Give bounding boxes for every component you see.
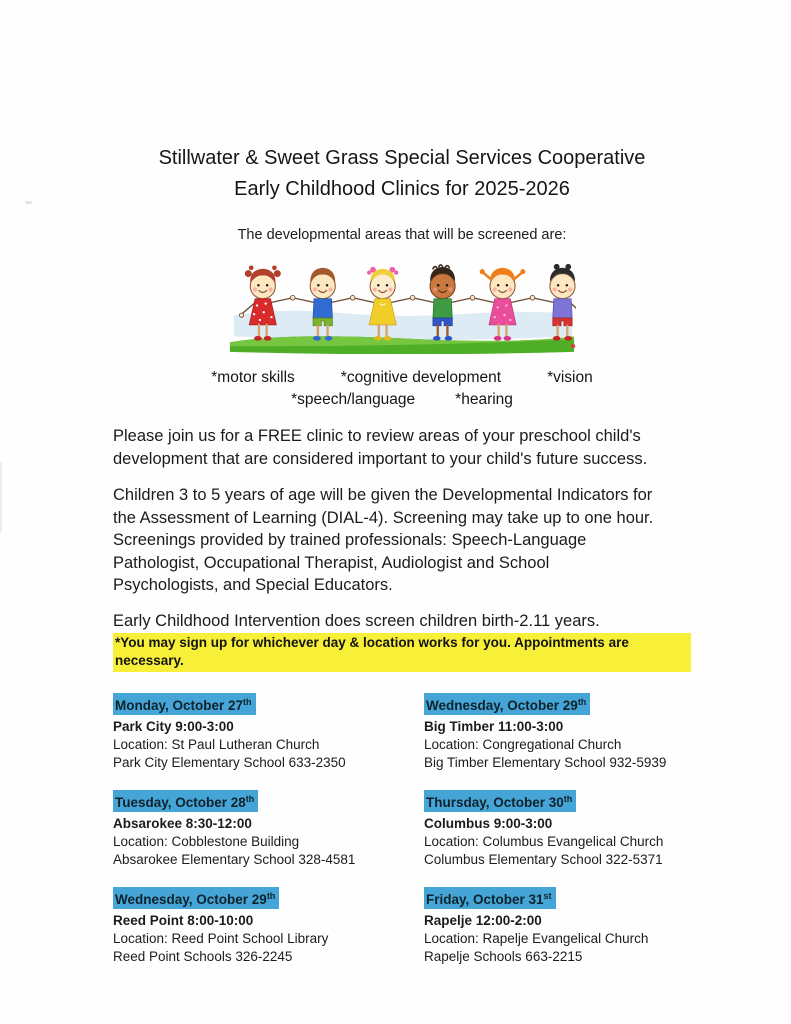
children-illustration-svg xyxy=(228,257,576,354)
clinic-entry-reed-point xyxy=(113,887,424,966)
children-holding-hands-illustration xyxy=(113,257,691,359)
screening-areas-row-1 xyxy=(113,367,691,389)
clinic-date: Tuesday, October 28th xyxy=(113,790,258,812)
clinic-entry-big-timber xyxy=(424,693,691,772)
clinic-entry-park-city xyxy=(113,693,424,772)
clinic-date: Thursday, October 30th xyxy=(424,790,576,812)
clinic-site-time: Park City 9:00-3:00 xyxy=(113,719,234,734)
title-line-2: Early Childhood Clinics for 2025-2026 xyxy=(234,178,570,200)
clinic-entry-rapelje xyxy=(424,887,691,966)
area-vision: *vision xyxy=(547,369,593,386)
screening-areas-intro: The developmental areas that will be screened are: xyxy=(237,227,567,243)
clinic-site-time: Reed Point 8:00-10:00 xyxy=(113,913,254,928)
clinic-contact: Absarokee Elementary School 328-4581 xyxy=(113,852,356,867)
area-cognitive-development: *cognitive development xyxy=(340,369,502,386)
details-paragraph: Children 3 to 5 years of age will be given the Developmental Indicators for the Assessment of Learning (DIAL-4). Screening may take up to one hour. Screenings provided by trained professionals: Speech-Language Pathologist, Occupational Therapist, Audiologist and School Psychologists, and Special Educators. xyxy=(113,486,654,594)
clinic-schedule xyxy=(113,693,691,984)
screening-areas-row-2 xyxy=(113,389,691,411)
clinic-location: Location: Cobblestone Building xyxy=(113,834,300,849)
clinic-location: Location: Columbus Evangelical Church xyxy=(424,834,664,849)
clinic-contact: Big Timber Elementary School 932-5939 xyxy=(424,755,667,770)
screening-areas-list xyxy=(113,367,691,411)
clinic-location: Location: St Paul Lutheran Church xyxy=(113,737,320,752)
clinic-date: Wednesday, October 29th xyxy=(424,693,590,715)
schedule-left-column xyxy=(113,693,424,984)
schedule-right-column xyxy=(424,693,691,984)
intervention-paragraph: Early Childhood Intervention does screen children birth-2.11 years. xyxy=(113,611,600,630)
clinic-site-time: Big Timber 11:00-3:00 xyxy=(424,719,564,734)
area-motor-skills: *motor skills xyxy=(211,369,295,386)
clinic-site-time: Absarokee 8:30-12:00 xyxy=(113,816,252,831)
scan-artifact xyxy=(25,201,32,204)
intro-paragraph: Please join us for a FREE clinic to review areas of your preschool child's development that are considered important to your child's future success. xyxy=(113,427,648,468)
flyer-title xyxy=(113,143,691,205)
area-hearing: *hearing xyxy=(455,391,513,408)
clinic-location: Location: Rapelje Evangelical Church xyxy=(424,931,649,946)
clinic-date: Monday, October 27th xyxy=(113,693,256,715)
clinic-date: Friday, October 31st xyxy=(424,887,556,909)
clinic-location: Location: Reed Point School Library xyxy=(113,931,329,946)
signup-note-line xyxy=(113,633,691,672)
signup-note-highlight: *You may sign up for whichever day & location works for you. Appointments are necessary. xyxy=(113,633,691,672)
clinic-date: Wednesday, October 29th xyxy=(113,887,279,909)
scan-artifact xyxy=(0,462,2,532)
clinic-contact: Columbus Elementary School 322-5371 xyxy=(424,852,663,867)
clinic-site-time: Columbus 9:00-3:00 xyxy=(424,816,553,831)
clinic-entry-columbus xyxy=(424,790,691,869)
clinic-location: Location: Congregational Church xyxy=(424,737,622,752)
clinic-contact: Rapelje Schools 663-2215 xyxy=(424,949,583,964)
clinic-entry-absarokee xyxy=(113,790,424,869)
clinic-site-time: Rapelje 12:00-2:00 xyxy=(424,913,542,928)
clinic-contact: Park City Elementary School 633-2350 xyxy=(113,755,346,770)
title-line-1: Stillwater & Sweet Grass Special Services Cooperative xyxy=(158,147,646,169)
area-speech-language: *speech/language xyxy=(291,391,416,408)
clinic-contact: Reed Point Schools 326-2245 xyxy=(113,949,293,964)
